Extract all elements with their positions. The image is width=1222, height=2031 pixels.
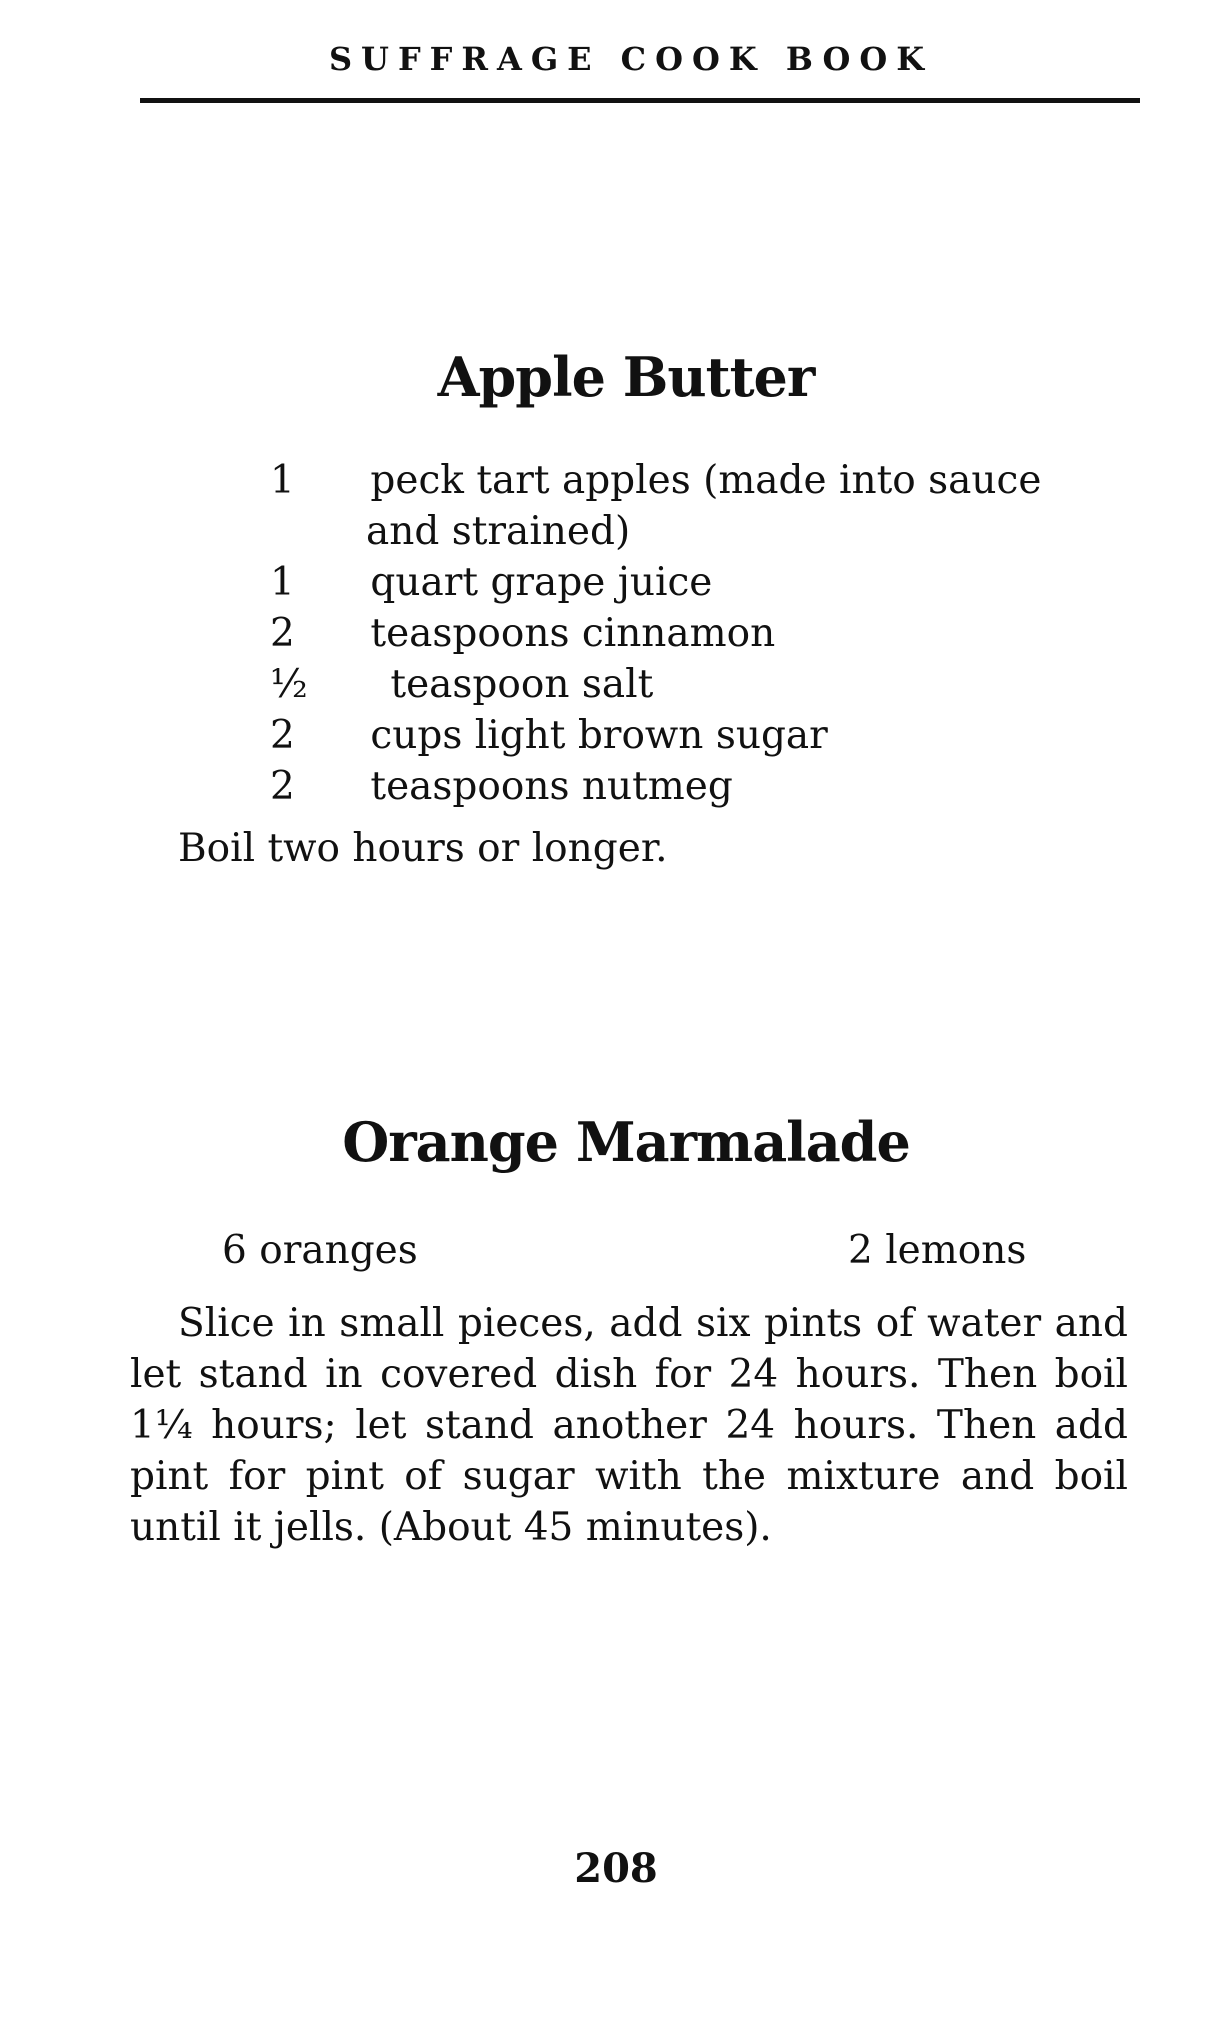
ingredient-text: teaspoons nutmeg bbox=[370, 764, 733, 809]
ingredient-amount: 2 bbox=[270, 713, 295, 758]
ingredient-list-apple-butter bbox=[270, 455, 1146, 812]
apple-butter-instructions: Boil two hours or longer. bbox=[178, 826, 668, 871]
ingredient-amount: 2 bbox=[270, 611, 295, 656]
ingredient-continuation: and strained) bbox=[366, 509, 631, 554]
ingredient-text: quart grape juice bbox=[370, 560, 713, 605]
ingredient-item bbox=[270, 455, 1146, 557]
ingredient-text: teaspoons cinnamon bbox=[370, 611, 776, 656]
ingredient-amount: 1 bbox=[270, 560, 295, 605]
ingredient-oranges: 6 oranges bbox=[222, 1228, 418, 1273]
recipe-title-apple-butter: Apple Butter bbox=[437, 345, 815, 409]
recipe-title-orange-marmalade: Orange Marmalade bbox=[342, 1110, 910, 1174]
ingredient-text: peck tart apples (made into sauce bbox=[370, 458, 1042, 503]
header-rule bbox=[140, 98, 1140, 103]
ingredient-text: teaspoon salt bbox=[390, 662, 654, 707]
ingredient-item bbox=[270, 659, 1146, 710]
ingredient-lemons: 2 lemons bbox=[848, 1228, 1027, 1273]
ingredient-item bbox=[270, 710, 1146, 761]
ingredient-text: cups light brown sugar bbox=[370, 713, 828, 758]
page-number: 208 bbox=[574, 1845, 658, 1892]
ingredient-item bbox=[270, 608, 1146, 659]
ingredient-amount: ½ bbox=[270, 662, 308, 707]
ingredient-amount: 1 bbox=[270, 458, 295, 503]
orange-marmalade-instructions: Slice in small pieces, add six pints of water and let stand in covered dish for 24 hours. Then boil 1¼ hours; let stand another 24 hours. Then add pint for pint of sugar with the mixture and boil until it jells. (About 45 minutes). bbox=[130, 1301, 1128, 1550]
ingredient-amount: 2 bbox=[270, 764, 295, 809]
ingredient-item bbox=[270, 761, 1146, 812]
running-head: SUFFRAGE COOK BOOK bbox=[328, 40, 934, 78]
ingredient-item bbox=[270, 557, 1146, 608]
